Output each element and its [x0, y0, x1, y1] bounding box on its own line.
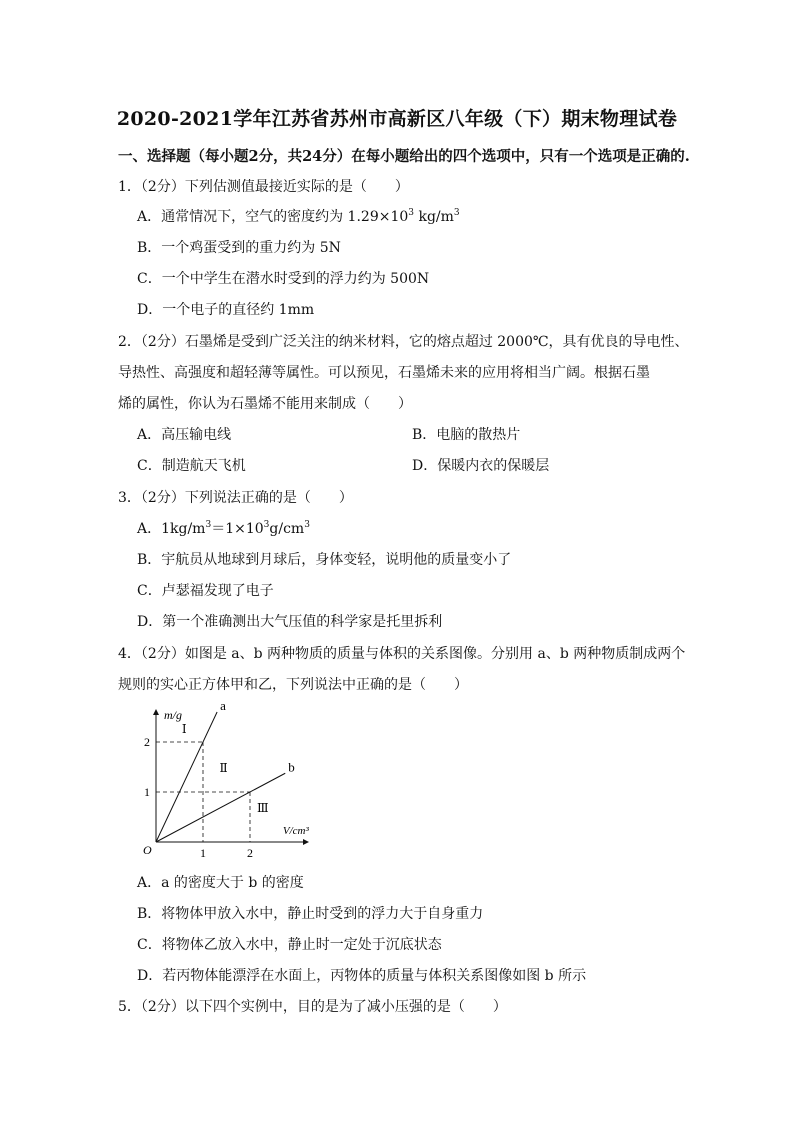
question-1-stem: 1．（2分）下列估测值最接近实际的是（ ）: [118, 179, 409, 195]
series-label-b: b: [288, 759, 295, 775]
q2-option-d: D．保暖内衣的保暖层: [412, 458, 550, 474]
y-axis-label: m/g: [164, 708, 182, 722]
mass-volume-graph: [138, 702, 318, 862]
question-3-stem: 3．（2分）下列说法正确的是（ ）: [118, 490, 353, 506]
region-label-1: Ⅰ: [181, 722, 187, 736]
q3-option-a: A．$1kg/m^3=1\times 10^3g/cm^3$: [137, 520, 310, 537]
q1-option-d: D．一个电子的直径约 1mm: [137, 302, 315, 318]
q2-option-b: B．电脑的散热片: [412, 427, 521, 443]
question-5-stem: 5．（2分）以下四个实例中，目的是为了减小压强的是（ ）: [118, 999, 507, 1015]
series-label-a: a: [220, 702, 226, 713]
x-axis-label: V/cm³: [282, 825, 309, 837]
page-title: 2020-2021学年江苏省苏州市高新区八年级（下）期末物理试卷: [116, 108, 678, 130]
region-label-2: Ⅱ: [219, 761, 228, 775]
q3-option-b: B．宇航员从地球到月球后，身体变轻，说明他的质量变小了: [137, 552, 512, 568]
y-tick-label: 1: [144, 785, 150, 799]
x-tick-label: 1: [200, 846, 206, 860]
question-2-stem: 2．（2分）石墨烯是受到广泛关注的纳米材料，它的熔点超过 2000℃，具有优良的导电性、: [118, 334, 689, 350]
q1-option-c: C．一个中学生在潜水时受到的浮力约为 500N: [137, 271, 430, 287]
question-2-stem-line2: 导热性、高强度和超轻薄等属性。可以预见，石墨烯未来的应用将相当广阔。根据石墨: [118, 365, 650, 381]
y-tick-label: 2: [144, 735, 150, 749]
question-4-stem: 4．（2分）如图是 a、b 两种物质的质量与体积的关系图像。分别用 a、b 两种物质制成两个: [118, 646, 686, 662]
q2-option-c: C．制造航天飞机: [137, 458, 246, 474]
q3-option-c: C．卢瑟福发现了电子: [137, 583, 274, 599]
q4-option-c: C．将物体乙放入水中，静止时一定处于沉底状态: [137, 937, 442, 953]
q1-option-b: B．一个鸡蛋受到的重力约为 5N: [137, 240, 341, 256]
section-heading: 一、选择题（每小题2分，共24分）在每小题给出的四个选项中，只有一个选项是正确的.: [118, 148, 690, 165]
region-label-3: Ⅲ: [257, 801, 269, 815]
q4-option-a: A．a 的密度大于 b 的密度: [137, 875, 304, 891]
x-tick-label: 2: [247, 846, 253, 860]
q4-option-d: D．若丙物体能漂浮在水面上，丙物体的质量与体积关系图像如图 b 所示: [137, 968, 587, 984]
q2-option-a: A．高压输电线: [137, 427, 232, 443]
q4-option-b: B．将物体甲放入水中，静止时受到的浮力大于自身重力: [137, 906, 484, 922]
origin-label: O: [143, 843, 152, 857]
q3-option-d: D．第一个准确测出大气压值的科学家是托里拆利: [137, 614, 443, 630]
q1-option-a: A．通常情况下，空气的密度约为 $1.29\times 10^3$ $kg/m^3$: [137, 208, 460, 225]
question-4-stem-line2: 规则的实心正方体甲和乙，下列说法中正确的是（ ）: [118, 677, 468, 693]
question-2-stem-line3: 烯的属性，你认为石墨烯不能用来制成（ ）: [118, 396, 412, 412]
